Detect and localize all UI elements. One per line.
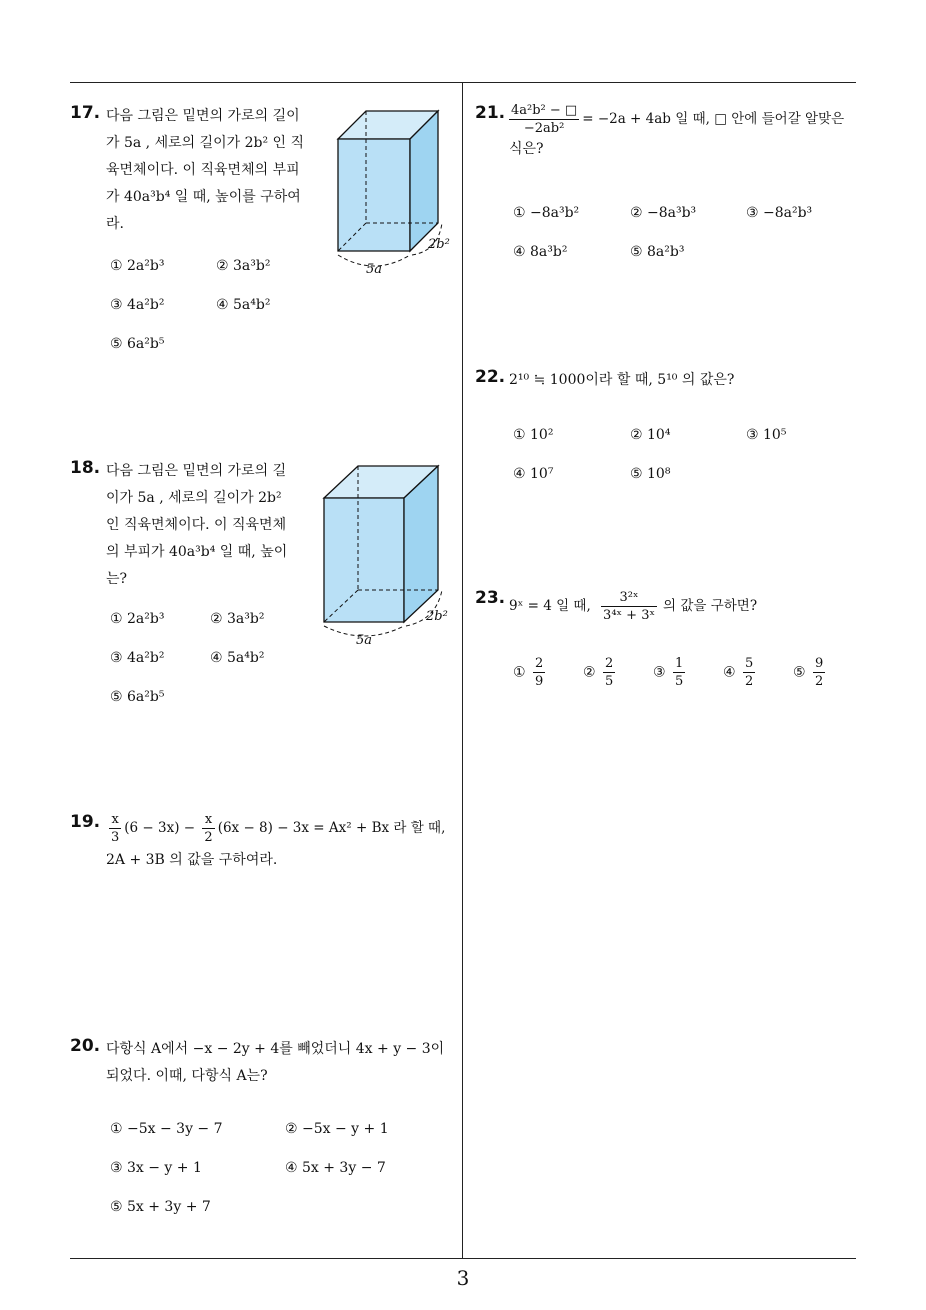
question-number: 20. — [70, 1036, 101, 1056]
question-line: 다음 그림은 밑면의 가로의 길이 — [106, 108, 300, 124]
question-line: 식은? — [509, 141, 544, 157]
option-3[interactable]: ③ 10⁵ — [746, 427, 787, 443]
depth-label: 2b² — [426, 609, 448, 624]
cuboid-front-face — [338, 139, 410, 251]
fraction-denominator: 9 — [535, 674, 544, 689]
width-label: 5a — [356, 633, 373, 648]
option-1[interactable]: ① 10² — [513, 427, 554, 443]
fraction — [813, 656, 825, 689]
option-5[interactable]: ⑤ 8a²b³ — [630, 244, 685, 260]
cuboid-figure-18 — [318, 460, 458, 650]
fraction-denominator: 5 — [675, 674, 684, 689]
question-number: 21. — [475, 103, 506, 123]
option-mark: ⑤ — [793, 664, 806, 681]
question-line: 의 부피가 40a³b⁴ 일 때, 높이 — [106, 544, 288, 560]
question-line: 되었다. 이때, 다항식 A는? — [106, 1068, 268, 1084]
question-line — [509, 103, 844, 136]
fraction-denominator: −2ab² — [523, 121, 565, 136]
fraction — [673, 656, 685, 689]
option-1[interactable]: ① −5x − 3y − 7 — [110, 1121, 223, 1137]
question-line: 2A + 3B 의 값을 구하여라. — [106, 852, 278, 868]
option-5[interactable]: ⑤ 6a²b⁵ — [110, 689, 165, 705]
expression-part: = −2a + 4ab 일 때, □ 안에 들어갈 알맞은 — [582, 111, 845, 127]
question-line: 이가 5a , 세로의 길이가 2b² — [106, 490, 282, 506]
option-2[interactable]: ② 3a³b² — [216, 258, 271, 274]
question-line: 2¹⁰ ≒ 1000이라 할 때, 5¹⁰ 의 값은? — [509, 372, 735, 388]
fraction-numerator: x — [109, 812, 121, 829]
option-mark: ③ — [653, 664, 666, 681]
expression-part: (6x − 8) − 3x = Ax² + Bx 라 할 때, — [217, 820, 446, 836]
fraction-denominator: 2 — [815, 674, 824, 689]
option-3[interactable] — [653, 656, 688, 689]
question-line — [509, 590, 757, 623]
option-4[interactable]: ④ 8a³b² — [513, 244, 568, 260]
question-line: 다음 그림은 밑면의 가로의 길 — [106, 463, 287, 479]
option-4[interactable]: ④ 5a⁴b² — [210, 650, 265, 666]
question-number: 22. — [475, 367, 506, 387]
question-line: 가 5a , 세로의 길이가 2b² 인 직 — [106, 135, 305, 151]
option-5[interactable]: ⑤ 10⁸ — [630, 466, 671, 482]
question-19 — [70, 812, 460, 882]
fraction-denominator: 2 — [204, 830, 213, 845]
cuboid-front-face — [324, 498, 404, 622]
question-text — [106, 458, 287, 593]
option-2[interactable]: ② −8a³b³ — [630, 205, 697, 221]
fraction-denominator: 5 — [605, 674, 614, 689]
question-number: 18. — [70, 458, 101, 478]
option-4[interactable] — [723, 656, 758, 689]
page-number: 3 — [456, 1266, 470, 1290]
question-line: 육면체이다. 이 직육면체의 부피 — [106, 162, 300, 178]
fraction — [603, 656, 615, 689]
option-3[interactable]: ③ 4a²b² — [110, 297, 165, 313]
option-2[interactable]: ② 3a³b² — [210, 611, 265, 627]
question-text — [509, 103, 844, 158]
option-5[interactable]: ⑤ 5x + 3y + 7 — [110, 1199, 211, 1215]
fraction-denominator: 3⁴ˣ + 3ˣ — [603, 608, 655, 623]
question-line: 라. — [106, 216, 124, 232]
question-number: 23. — [475, 588, 506, 608]
option-3[interactable]: ③ 4a²b² — [110, 650, 165, 666]
fraction-numerator: 9 — [815, 656, 824, 671]
cuboid-figure-17 — [330, 105, 460, 280]
option-mark: ② — [583, 664, 596, 681]
fraction — [509, 103, 579, 136]
fraction — [109, 812, 121, 845]
option-5[interactable]: ⑤ 6a²b⁵ — [110, 336, 165, 352]
option-1[interactable] — [513, 656, 548, 689]
question-text — [106, 103, 304, 238]
question-number: 17. — [70, 103, 101, 123]
fraction-numerator: 3²ˣ — [601, 590, 657, 607]
fraction — [533, 656, 545, 689]
question-line — [106, 812, 445, 845]
fraction-numerator: 1 — [675, 656, 684, 671]
question-line: 인 직육면체이다. 이 직육면체 — [106, 517, 287, 533]
width-label: 5a — [366, 262, 383, 277]
question-text — [509, 367, 734, 394]
option-5[interactable] — [793, 656, 828, 689]
fraction-numerator: 2 — [535, 656, 544, 671]
option-4[interactable]: ④ 5a⁴b² — [216, 297, 271, 313]
question-20 — [70, 1036, 460, 1226]
option-2[interactable] — [583, 656, 618, 689]
option-mark: ① — [513, 664, 526, 681]
top-rule — [70, 82, 856, 83]
option-1[interactable]: ① −8a³b² — [513, 205, 580, 221]
option-1[interactable]: ① 2a²b³ — [110, 611, 165, 627]
expression-part: 의 값을 구하면? — [662, 598, 758, 614]
expression-part: 9ˣ = 4 일 때, — [509, 598, 591, 614]
depth-label: 2b² — [428, 237, 450, 252]
option-4[interactable]: ④ 10⁷ — [513, 466, 554, 482]
option-mark: ④ — [723, 664, 736, 681]
fraction-numerator: x — [202, 812, 214, 829]
option-2[interactable]: ② 10⁴ — [630, 427, 671, 443]
question-23 — [475, 588, 860, 708]
fraction-denominator: 2 — [745, 674, 754, 689]
question-line: 가 40a³b⁴ 일 때, 높이를 구하여 — [106, 189, 301, 205]
option-1[interactable]: ① 2a²b³ — [110, 258, 165, 274]
question-line: 는? — [106, 571, 128, 587]
column-divider — [462, 82, 463, 1258]
fraction — [601, 590, 657, 623]
question-22 — [475, 367, 860, 487]
fraction — [202, 812, 214, 845]
option-2[interactable]: ② −5x − y + 1 — [285, 1121, 389, 1137]
expression-part: (6 − 3x) − — [124, 820, 200, 836]
question-text — [509, 590, 757, 623]
question-number: 19. — [70, 812, 101, 832]
option-3[interactable]: ③ 3x − y + 1 — [110, 1160, 202, 1176]
fraction-numerator: 2 — [605, 656, 614, 671]
question-line: 다항식 A에서 −x − 2y + 4를 빼었더니 4x + y − 3이 — [106, 1041, 445, 1057]
option-3[interactable]: ③ −8a²b³ — [746, 205, 813, 221]
fraction-denominator: 3 — [111, 830, 120, 845]
question-text — [106, 812, 445, 869]
option-4[interactable]: ④ 5x + 3y − 7 — [285, 1160, 386, 1176]
fraction — [743, 656, 755, 689]
question-21 — [475, 103, 860, 273]
question-text — [106, 1036, 444, 1090]
fraction-numerator: 5 — [745, 656, 754, 671]
bottom-rule — [70, 1258, 856, 1259]
fraction-numerator: 4a²b² − □ — [511, 103, 578, 118]
